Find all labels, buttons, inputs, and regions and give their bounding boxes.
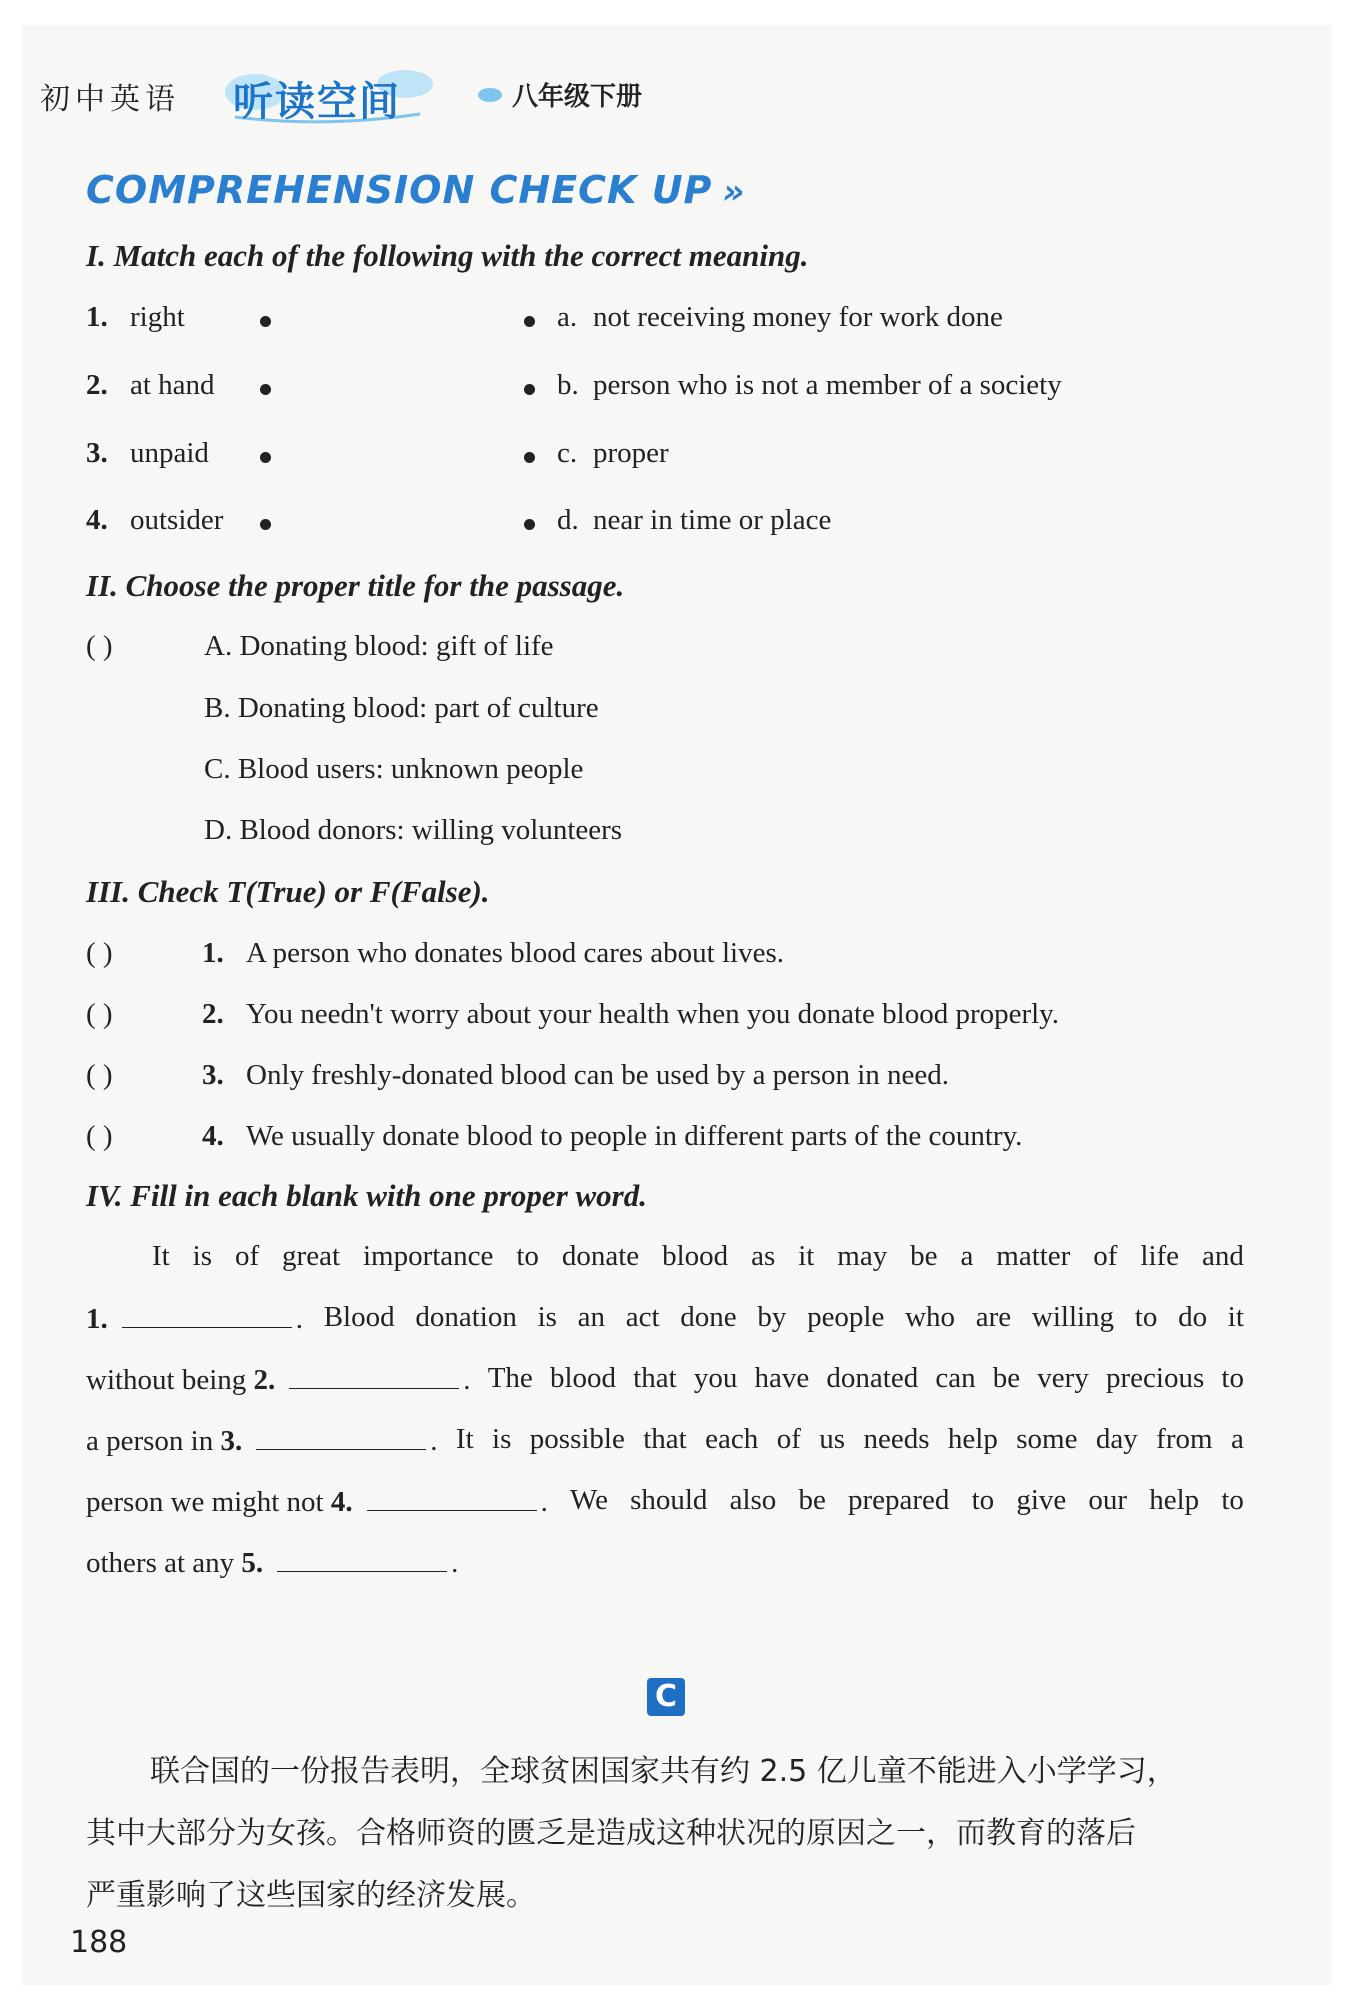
item-number: 3. — [86, 437, 108, 469]
cloze-word: donation — [415, 1301, 517, 1333]
answer-blank-4[interactable] — [367, 1484, 537, 1511]
cloze-word: prepared — [848, 1484, 950, 1516]
cloze-word: donated — [826, 1362, 919, 1394]
chinese-paragraph-line: 联合国的一份报告表明，全球贫困国家共有约 2.5 亿儿童不能进入小学学习， — [150, 1754, 1177, 1789]
cloze-text: . — [451, 1547, 459, 1579]
match-meaning: person who is not a member of a society — [593, 369, 1062, 401]
cloze-line — [86, 1362, 1244, 1397]
answer-parentheses[interactable]: ( ) — [86, 998, 113, 1030]
cloze-word: great — [282, 1240, 341, 1272]
match-word: at hand — [130, 369, 215, 401]
cloze-word: can — [935, 1362, 976, 1394]
item-number: 3. — [202, 1059, 224, 1091]
statement-text: You needn't worry about your health when you donate blood properly. — [246, 998, 1060, 1030]
double-chevron-icon: » — [722, 172, 746, 212]
blank-number: 5. — [241, 1547, 264, 1579]
match-word: unpaid — [130, 437, 209, 469]
statement-text: Only freshly-donated blood can be used by a person in need. — [246, 1059, 950, 1091]
part4-heading: IV. Fill in each blank with one proper word. — [86, 1178, 647, 1213]
statement-text: We usually donate blood to people in different parts of the country. — [246, 1120, 1023, 1152]
part2-heading: II. Choose the proper title for the passage. — [86, 568, 625, 603]
title-option: C. Blood users: unknown people — [204, 753, 584, 785]
item-number: 4. — [202, 1120, 224, 1152]
logo — [215, 62, 440, 124]
blank-group: person we might not 4. . — [86, 1486, 548, 1518]
cloze-word: you — [693, 1362, 738, 1394]
cloze-word: of — [234, 1240, 260, 1272]
chinese-paragraph-line: 严重影响了这些国家的经济发展。 — [86, 1878, 536, 1913]
match-meaning: near in time or place — [593, 504, 832, 536]
cloze-word: who — [905, 1301, 956, 1333]
cloze-word: is — [192, 1240, 212, 1272]
cloze-word: a — [1230, 1423, 1244, 1455]
match-meaning: not receiving money for work done — [593, 301, 1003, 333]
cloze-text: a person in — [86, 1425, 214, 1457]
cloze-word: give — [1016, 1484, 1067, 1516]
cloze-word: to — [1221, 1362, 1244, 1394]
blank-number: 2. — [253, 1364, 276, 1396]
cloze-word: have — [754, 1362, 810, 1394]
title-option: D. Blood donors: willing volunteers — [204, 814, 623, 846]
cloze-word: donate — [561, 1240, 640, 1272]
cloze-word: needs — [863, 1423, 930, 1455]
cloze-word: The — [487, 1362, 533, 1394]
cloze-word: to — [971, 1484, 995, 1516]
cloze-word: from — [1156, 1423, 1213, 1455]
blank-group: 1. . — [86, 1303, 303, 1335]
option-letter: b. — [557, 369, 579, 401]
option-letter: d. — [557, 504, 579, 536]
series-title: 初中英语 — [40, 82, 180, 117]
cloze-word: do — [1178, 1301, 1208, 1333]
cloze-word: may — [837, 1240, 888, 1272]
cloze-word: day — [1095, 1423, 1138, 1455]
cloze-word: people — [807, 1301, 885, 1333]
cloze-word: precious — [1105, 1362, 1205, 1394]
cloze-word: to — [1221, 1484, 1244, 1516]
cloze-word: that — [633, 1362, 677, 1394]
cloze-word: it — [1227, 1301, 1244, 1333]
cloze-word: it — [798, 1240, 815, 1272]
cloze-word: act — [625, 1301, 660, 1333]
statement-text: A person who donates blood cares about lives. — [246, 937, 785, 969]
match-dot-left[interactable] — [260, 316, 271, 327]
grade-bullet-icon — [478, 88, 502, 102]
answer-blank-5[interactable] — [277, 1545, 447, 1572]
cloze-word: by — [757, 1301, 787, 1333]
cloze-word: some — [1016, 1423, 1078, 1455]
cloze-word: possible — [529, 1423, 625, 1455]
cloze-word: as — [751, 1240, 776, 1272]
answer-parentheses[interactable]: ( ) — [86, 1059, 113, 1091]
item-number: 2. — [202, 998, 224, 1030]
cloze-word: blood — [549, 1362, 617, 1394]
cloze-word: to — [1134, 1301, 1158, 1333]
answer-parentheses[interactable]: ( ) — [86, 630, 113, 662]
cloze-word: help — [947, 1423, 998, 1455]
cloze-word: that — [643, 1423, 687, 1455]
cloze-line — [86, 1484, 1244, 1519]
cloze-word: Blood — [323, 1301, 395, 1333]
cloze-word: We — [570, 1484, 608, 1516]
cloze-word: is — [537, 1301, 557, 1333]
cloze-word: be — [910, 1240, 938, 1272]
match-dot-right[interactable] — [524, 384, 535, 395]
cloze-word: of — [1093, 1240, 1118, 1272]
cloze-word: to — [516, 1240, 539, 1272]
match-meaning: proper — [593, 437, 669, 469]
answer-blank-3[interactable] — [256, 1423, 426, 1450]
cloze-line — [86, 1423, 1244, 1458]
cloze-word: done — [680, 1301, 737, 1333]
cloze-word: should — [630, 1484, 708, 1516]
cloze-line — [86, 1545, 1244, 1580]
chinese-paragraph-line: 其中大部分为女孩。合格师资的匮乏是造成这种状况的原因之一，而教育的落后 — [86, 1816, 1136, 1851]
cloze-word: matter — [996, 1240, 1071, 1272]
cloze-line — [86, 1301, 1244, 1336]
cloze-word: help — [1149, 1484, 1200, 1516]
blank-group: without being 2. . — [86, 1364, 471, 1396]
match-dot-left[interactable] — [260, 384, 271, 395]
part3-heading: III. Check T(True) or F(False). — [86, 874, 490, 909]
logo-text: 听读空间 — [233, 79, 401, 125]
answer-blank-2[interactable] — [289, 1362, 459, 1389]
item-number: 2. — [86, 369, 108, 401]
cloze-word: our — [1088, 1484, 1128, 1516]
match-dot-right[interactable] — [524, 316, 535, 327]
match-word: right — [130, 301, 185, 333]
option-letter: a. — [557, 301, 578, 333]
cloze-word: are — [975, 1301, 1012, 1333]
blank-number: 4. — [330, 1486, 353, 1518]
match-dot-right[interactable] — [524, 519, 535, 530]
blank-number: 3. — [220, 1425, 243, 1457]
item-number: 4. — [86, 504, 108, 536]
cloze-line — [152, 1240, 1244, 1273]
item-number: 1. — [202, 937, 224, 969]
answer-parentheses[interactable]: ( ) — [86, 937, 113, 969]
blank-group: a person in 3. . — [86, 1425, 438, 1457]
section-title — [86, 168, 746, 212]
cloze-word: a — [960, 1240, 974, 1272]
cloze-word: is — [492, 1423, 512, 1455]
blank-group — [86, 1545, 458, 1580]
passage-c-badge: C — [647, 1678, 685, 1716]
cloze-word: also — [729, 1484, 777, 1516]
cloze-word: us — [819, 1423, 846, 1455]
cloze-text: person we might not — [86, 1486, 324, 1518]
cloze-text: without being — [86, 1364, 247, 1396]
match-dot-right[interactable] — [524, 452, 535, 463]
cloze-word: life — [1140, 1240, 1180, 1272]
cloze-word: willing — [1031, 1301, 1115, 1333]
match-dot-left[interactable] — [260, 519, 271, 530]
title-option: B. Donating blood: part of culture — [204, 692, 599, 724]
page-number: 188 — [70, 1925, 128, 1960]
match-dot-left[interactable] — [260, 452, 271, 463]
cloze-word: be — [992, 1362, 1021, 1394]
answer-blank-1[interactable] — [122, 1301, 292, 1328]
cloze-word: very — [1037, 1362, 1089, 1394]
cloze-word: It — [152, 1240, 170, 1272]
grade-label: 八年级下册 — [512, 82, 643, 112]
cloze-word: It — [455, 1423, 474, 1455]
blank-number: 1. — [86, 1303, 108, 1335]
cloze-text: others at any — [86, 1547, 235, 1579]
cloze-word: an — [577, 1301, 605, 1333]
option-letter: c. — [557, 437, 578, 469]
cloze-word: and — [1201, 1240, 1244, 1272]
title-option: A. Donating blood: gift of life — [204, 630, 554, 662]
cloze-word: be — [798, 1484, 826, 1516]
section-title-text: COMPREHENSION CHECK UP — [86, 168, 713, 212]
match-word: outsider — [130, 504, 224, 536]
cloze-word: each — [705, 1423, 759, 1455]
cloze-word: importance — [362, 1240, 494, 1272]
part1-heading: I. Match each of the following with the correct meaning. — [86, 238, 809, 273]
item-number: 1. — [86, 301, 108, 333]
cloze-word: blood — [662, 1240, 729, 1272]
answer-parentheses[interactable]: ( ) — [86, 1120, 113, 1152]
cloze-word: of — [776, 1423, 801, 1455]
